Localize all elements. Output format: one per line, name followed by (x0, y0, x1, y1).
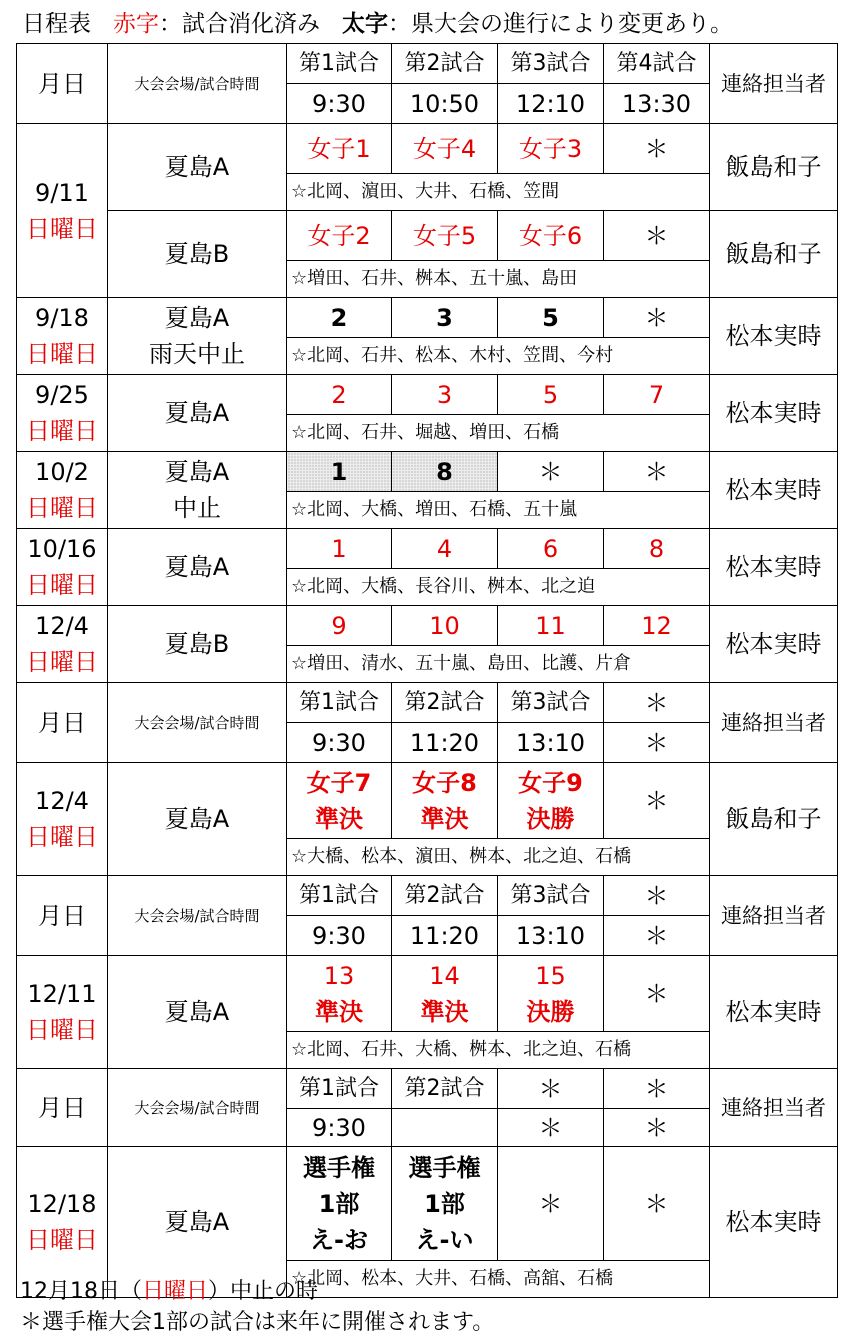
header-star: ＊ (604, 876, 710, 916)
contact-cell: 松本実時 (710, 529, 838, 606)
date-cell (17, 956, 108, 1069)
game-cell: 3 (392, 298, 498, 338)
venue-cell: 夏島A (108, 956, 287, 1069)
venue-note: 中止 (173, 494, 221, 522)
contact-cell: 飯島和子 (710, 124, 838, 211)
header-venue: 大会会場/試合時間 (108, 44, 287, 124)
weekday: 日曜日 (26, 571, 98, 599)
legend-title: 日程表 (22, 11, 91, 37)
legend-bold-text: ：県大会の進行により変更あり。 (388, 11, 733, 37)
game-cell (287, 956, 392, 1032)
game-cell: 4 (392, 529, 498, 569)
time-4: 13:30 (604, 84, 710, 124)
legend-red-text: ：試合消化済み (159, 11, 320, 37)
header-game-2: 第2試合 (392, 1069, 498, 1109)
time-2: 10:50 (392, 84, 498, 124)
footer-notes (20, 1276, 494, 1338)
table-row (17, 529, 838, 569)
date-cell (17, 452, 108, 529)
game-cell: 10 (392, 606, 498, 646)
date-cell (17, 375, 108, 452)
members-cell: ☆北岡、石井、大橋、桝本、北之迫、石橋 (287, 1032, 710, 1069)
date: 12/4 (35, 612, 89, 640)
game-cell: ＊ (604, 211, 710, 261)
date: 12/4 (35, 787, 89, 815)
date: 12/18 (27, 1190, 97, 1218)
header-date: 月日 (17, 683, 108, 763)
venue-cell (108, 452, 287, 529)
date: 9/11 (35, 178, 89, 207)
header-contact: 連絡担当者 (710, 1069, 838, 1147)
venue: 夏島A (164, 458, 230, 486)
header-star: ＊ (604, 1109, 710, 1147)
table-row (17, 956, 838, 1032)
header-game-1: 第1試合 (287, 1069, 392, 1109)
date-cell (17, 529, 108, 606)
game-line: 準決 (315, 804, 363, 833)
table-row (17, 124, 838, 174)
header-contact: 連絡担当者 (710, 683, 838, 763)
header-contact: 連絡担当者 (710, 876, 838, 956)
members-cell: ☆北岡、松本、大井、石橋、高舘、石橋 (287, 1261, 710, 1298)
game-cell: 2 (287, 375, 392, 415)
venue: 夏島A (164, 304, 230, 332)
game-cell (392, 763, 498, 839)
table-row (17, 606, 838, 646)
venue-cell: 夏島B (108, 606, 287, 683)
members-cell: ☆大橋、松本、濵田、桝本、北之迫、石橋 (287, 839, 710, 876)
header-star: ＊ (604, 916, 710, 956)
game-cell: 5 (498, 298, 604, 338)
game-cell: 8 (604, 529, 710, 569)
game-cell: 女子3 (498, 124, 604, 174)
header-game-2: 第2試合 (392, 44, 498, 84)
header-star: ＊ (604, 683, 710, 723)
header-date: 月日 (17, 1069, 108, 1147)
weekday: 日曜日 (26, 1016, 98, 1044)
venue-cell: 夏島A (108, 763, 287, 876)
header-game-2: 第2試合 (392, 683, 498, 723)
date-cell (17, 298, 108, 375)
game-cell: 3 (392, 375, 498, 415)
contact-cell: 松本実時 (710, 606, 838, 683)
header-game-3: 第3試合 (498, 876, 604, 916)
header-date: 月日 (17, 44, 108, 124)
table-row (17, 1147, 838, 1261)
game-cell: ＊ (498, 1147, 604, 1261)
header-game-1: 第1試合 (287, 876, 392, 916)
header-contact: 連絡担当者 (710, 44, 838, 124)
date: 12/11 (27, 980, 97, 1008)
table-row (17, 211, 838, 261)
header-venue: 大会会場/試合時間 (108, 876, 287, 956)
header-row (17, 1069, 838, 1109)
weekday: 日曜日 (26, 823, 98, 851)
contact-cell: 松本実時 (710, 956, 838, 1069)
game-cell: 8 (392, 452, 498, 492)
game-cell: 女子6 (498, 211, 604, 261)
time-2-empty (392, 1109, 498, 1147)
venue-cell: 夏島A (108, 124, 287, 211)
members-cell: ☆北岡、濵田、大井、石橋、笠間 (287, 174, 710, 211)
contact-cell: 飯島和子 (710, 211, 838, 298)
table-row (17, 763, 838, 839)
time-3: 13:10 (498, 723, 604, 763)
weekday: 日曜日 (26, 648, 98, 676)
game-cell (287, 1147, 392, 1261)
time-1: 9:30 (287, 84, 392, 124)
game-cell: 女子1 (287, 124, 392, 174)
game-line: 準決 (315, 997, 363, 1026)
date: 10/2 (35, 458, 89, 486)
weekday: 日曜日 (26, 340, 98, 368)
game-cell: 12 (604, 606, 710, 646)
table-row (17, 375, 838, 415)
header-game-4: 第4試合 (604, 44, 710, 84)
game-line: 13 (323, 961, 355, 990)
header-game-1: 第1試合 (287, 683, 392, 723)
venue-cell: 夏島B (108, 211, 287, 298)
game-cell (498, 956, 604, 1032)
header-venue: 大会会場/試合時間 (108, 683, 287, 763)
game-cell: 女子5 (392, 211, 498, 261)
date-cell (17, 1147, 108, 1298)
game-cell: ＊ (604, 452, 710, 492)
game-line: 女子9 (518, 768, 583, 797)
game-cell: 女子2 (287, 211, 392, 261)
game-line: 14 (429, 961, 460, 990)
game-cell: 11 (498, 606, 604, 646)
schedule-table (16, 43, 838, 1298)
legend-red-label: 赤字 (113, 11, 159, 37)
game-line: え-い (415, 1225, 474, 1254)
game-line: 準決 (420, 804, 469, 833)
game-line: 準決 (420, 997, 469, 1026)
time-3: 12:10 (498, 84, 604, 124)
game-cell: 6 (498, 529, 604, 569)
game-line: 女子7 (306, 768, 372, 797)
date: 10/16 (27, 535, 97, 563)
header-game-3: 第3試合 (498, 44, 604, 84)
game-cell: ＊ (604, 1147, 710, 1261)
game-cell (498, 763, 604, 839)
game-cell: ＊ (604, 956, 710, 1032)
contact-cell: 松本実時 (710, 375, 838, 452)
date-cell (17, 606, 108, 683)
game-cell: 1 (287, 452, 392, 492)
game-line: 女子8 (412, 768, 477, 797)
footer-line-1-post: ）中止の時 (208, 1279, 319, 1304)
members-cell: ☆増田、石井、桝本、五十嵐、島田 (287, 261, 710, 298)
weekday: 日曜日 (26, 494, 98, 522)
weekday: 日曜日 (26, 214, 98, 243)
header-star: ＊ (604, 723, 710, 763)
header-game-3: 第3試合 (498, 683, 604, 723)
game-line: 1部 (318, 1189, 360, 1218)
header-star: ＊ (604, 1069, 710, 1109)
members-cell: ☆北岡、大橋、長谷川、桝本、北之迫 (287, 569, 710, 606)
header-game-2: 第2試合 (392, 876, 498, 916)
date: 9/18 (35, 304, 89, 332)
legend (22, 8, 733, 40)
footer-line-2: ＊選手権大会1部の試合は来年に開催されます。 (20, 1310, 495, 1335)
header-game-1: 第1試合 (287, 44, 392, 84)
game-cell (392, 956, 498, 1032)
game-line: え-お (310, 1225, 368, 1254)
contact-cell: 松本実時 (710, 1147, 838, 1298)
game-cell: ＊ (604, 124, 710, 174)
members-cell: ☆増田、清水、五十嵐、島田、比護、片倉 (287, 646, 710, 683)
date: 9/25 (35, 381, 89, 409)
game-cell: ＊ (604, 763, 710, 839)
game-cell: ＊ (498, 452, 604, 492)
venue-cell (108, 298, 287, 375)
footer-line-1 (20, 1276, 494, 1307)
time-2: 11:20 (392, 723, 498, 763)
header-row (17, 683, 838, 723)
contact-cell: 飯島和子 (710, 763, 838, 876)
weekday: 日曜日 (26, 417, 98, 445)
game-line: 1部 (424, 1189, 465, 1218)
header-date: 月日 (17, 876, 108, 956)
game-line: 選手権 (303, 1153, 375, 1182)
header-star: ＊ (498, 1069, 604, 1109)
footer-line-1-day: 日曜日 (142, 1279, 209, 1304)
game-cell: 1 (287, 529, 392, 569)
game-line: 選手権 (408, 1153, 481, 1182)
venue-cell: 夏島A (108, 375, 287, 452)
venue-cell: 夏島A (108, 529, 287, 606)
date-cell (17, 124, 108, 298)
legend-bold-label: 太字 (342, 11, 388, 37)
table-row (17, 452, 838, 492)
header-venue: 大会会場/試合時間 (108, 1069, 287, 1147)
venue-cell: 夏島A (108, 1147, 287, 1298)
game-line: 決勝 (526, 997, 575, 1026)
members-cell: ☆北岡、石井、松本、木村、笠間、今村 (287, 338, 710, 375)
game-cell (287, 763, 392, 839)
game-cell: 9 (287, 606, 392, 646)
game-cell (392, 1147, 498, 1261)
game-cell: 5 (498, 375, 604, 415)
date-cell (17, 763, 108, 876)
time-3: 13:10 (498, 916, 604, 956)
footer-line-1-pre: 12月18日（ (20, 1279, 142, 1304)
venue-note: 雨天中止 (149, 340, 245, 368)
time-1: 9:30 (287, 723, 392, 763)
contact-cell: 松本実時 (710, 452, 838, 529)
game-line: 決勝 (526, 804, 575, 833)
header-star: ＊ (498, 1109, 604, 1147)
members-cell: ☆北岡、石井、堀越、増田、石橋 (287, 415, 710, 452)
header-row (17, 44, 838, 84)
time-2: 11:20 (392, 916, 498, 956)
header-row (17, 876, 838, 916)
game-cell: 7 (604, 375, 710, 415)
game-line: 15 (535, 961, 566, 990)
time-1: 9:30 (287, 1109, 392, 1147)
contact-cell: 松本実時 (710, 298, 838, 375)
table-row (17, 298, 838, 338)
game-cell: ＊ (604, 298, 710, 338)
members-cell: ☆北岡、大橋、増田、石橋、五十嵐 (287, 492, 710, 529)
game-cell: 女子4 (392, 124, 498, 174)
time-1: 9:30 (287, 916, 392, 956)
game-cell: 2 (287, 298, 392, 338)
weekday: 日曜日 (26, 1226, 98, 1254)
